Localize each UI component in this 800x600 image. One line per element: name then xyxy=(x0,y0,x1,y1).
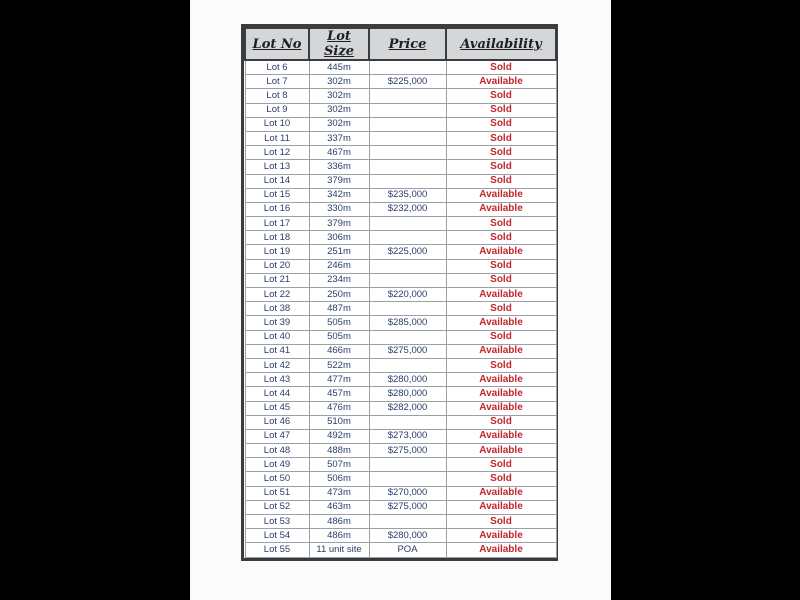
cell-lot-no: Lot 13 xyxy=(245,160,309,174)
cell-lot-no: Lot 40 xyxy=(245,330,309,344)
cell-price: $280,000 xyxy=(369,373,446,387)
table-row xyxy=(245,60,556,75)
cell-availability: Sold xyxy=(446,358,556,372)
table-row xyxy=(245,415,556,429)
cell-price xyxy=(369,117,446,131)
header-lot-no: Lot No xyxy=(245,28,309,60)
table-header-row xyxy=(245,28,556,60)
cell-lot-size: 505m xyxy=(309,316,369,330)
header-price: Price xyxy=(369,28,446,60)
cell-lot-no: Lot 22 xyxy=(245,288,309,302)
cell-price xyxy=(369,515,446,529)
lot-table-frame xyxy=(241,24,558,561)
cell-lot-no: Lot 44 xyxy=(245,387,309,401)
cell-availability: Sold xyxy=(446,146,556,160)
cell-price: $282,000 xyxy=(369,401,446,415)
table-row xyxy=(245,500,556,514)
cell-lot-no: Lot 10 xyxy=(245,117,309,131)
table-row xyxy=(245,103,556,117)
table-row xyxy=(245,515,556,529)
table-row xyxy=(245,188,556,202)
lot-pricing-table xyxy=(244,27,557,558)
cell-price xyxy=(369,89,446,103)
cell-availability: Sold xyxy=(446,231,556,245)
cell-availability: Sold xyxy=(446,458,556,472)
cell-availability: Available xyxy=(446,529,556,543)
cell-price: $273,000 xyxy=(369,429,446,443)
cell-lot-size: 476m xyxy=(309,401,369,415)
cell-lot-size: 507m xyxy=(309,458,369,472)
cell-lot-size: 506m xyxy=(309,472,369,486)
table-row xyxy=(245,302,556,316)
cell-price: $275,000 xyxy=(369,500,446,514)
table-row xyxy=(245,131,556,145)
table-row xyxy=(245,75,556,89)
cell-lot-size: 330m xyxy=(309,202,369,216)
table-row xyxy=(245,273,556,287)
cell-lot-no: Lot 45 xyxy=(245,401,309,415)
cell-lot-size: 467m xyxy=(309,146,369,160)
cell-lot-size: 302m xyxy=(309,103,369,117)
cell-lot-size: 302m xyxy=(309,75,369,89)
table-row xyxy=(245,217,556,231)
cell-lot-no: Lot 51 xyxy=(245,486,309,500)
cell-lot-no: Lot 52 xyxy=(245,500,309,514)
cell-lot-size: 302m xyxy=(309,89,369,103)
cell-price: $275,000 xyxy=(369,344,446,358)
cell-price: $220,000 xyxy=(369,288,446,302)
cell-lot-no: Lot 7 xyxy=(245,75,309,89)
cell-price: $232,000 xyxy=(369,202,446,216)
cell-availability: Available xyxy=(446,245,556,259)
cell-lot-size: 250m xyxy=(309,288,369,302)
cell-lot-size: 486m xyxy=(309,515,369,529)
table-row xyxy=(245,316,556,330)
cell-price: $270,000 xyxy=(369,486,446,500)
cell-lot-no: Lot 41 xyxy=(245,344,309,358)
cell-price xyxy=(369,302,446,316)
cell-price: $280,000 xyxy=(369,529,446,543)
cell-availability: Sold xyxy=(446,515,556,529)
cell-lot-size: 251m xyxy=(309,245,369,259)
cell-lot-size: 302m xyxy=(309,117,369,131)
cell-lot-no: Lot 49 xyxy=(245,458,309,472)
cell-lot-no: Lot 12 xyxy=(245,146,309,160)
cell-price: $285,000 xyxy=(369,316,446,330)
cell-availability: Available xyxy=(446,188,556,202)
cell-lot-no: Lot 17 xyxy=(245,217,309,231)
cell-lot-size: 522m xyxy=(309,358,369,372)
cell-lot-no: Lot 9 xyxy=(245,103,309,117)
cell-price xyxy=(369,160,446,174)
cell-availability: Sold xyxy=(446,415,556,429)
cell-lot-no: Lot 54 xyxy=(245,529,309,543)
table-row xyxy=(245,543,556,557)
cell-price: POA xyxy=(369,543,446,557)
cell-availability: Sold xyxy=(446,302,556,316)
cell-lot-no: Lot 50 xyxy=(245,472,309,486)
cell-lot-size: 505m xyxy=(309,330,369,344)
cell-lot-no: Lot 20 xyxy=(245,259,309,273)
cell-lot-no: Lot 8 xyxy=(245,89,309,103)
cell-price xyxy=(369,60,446,75)
cell-price xyxy=(369,330,446,344)
cell-availability: Available xyxy=(446,202,556,216)
cell-lot-size: 337m xyxy=(309,131,369,145)
table-row xyxy=(245,259,556,273)
cell-price xyxy=(369,358,446,372)
cell-availability: Sold xyxy=(446,472,556,486)
table-row xyxy=(245,458,556,472)
cell-availability: Available xyxy=(446,75,556,89)
cell-lot-no: Lot 42 xyxy=(245,358,309,372)
cell-availability: Sold xyxy=(446,160,556,174)
cell-price: $275,000 xyxy=(369,444,446,458)
table-row xyxy=(245,288,556,302)
table-row xyxy=(245,330,556,344)
cell-availability: Sold xyxy=(446,103,556,117)
cell-lot-size: 477m xyxy=(309,373,369,387)
cell-availability: Available xyxy=(446,444,556,458)
cell-price xyxy=(369,174,446,188)
cell-price xyxy=(369,103,446,117)
cell-availability: Sold xyxy=(446,330,556,344)
cell-availability: Available xyxy=(446,429,556,443)
table-row xyxy=(245,117,556,131)
cell-price xyxy=(369,458,446,472)
table-row xyxy=(245,231,556,245)
cell-price xyxy=(369,259,446,273)
cell-price: $225,000 xyxy=(369,245,446,259)
cell-lot-size: 234m xyxy=(309,273,369,287)
cell-lot-size: 487m xyxy=(309,302,369,316)
cell-price xyxy=(369,131,446,145)
cell-lot-no: Lot 15 xyxy=(245,188,309,202)
table-row xyxy=(245,529,556,543)
cell-lot-no: Lot 39 xyxy=(245,316,309,330)
cell-lot-size: 11 unit site xyxy=(309,543,369,557)
cell-lot-no: Lot 43 xyxy=(245,373,309,387)
cell-price xyxy=(369,146,446,160)
header-lot-size: Lot Size xyxy=(309,28,369,60)
cell-lot-size: 463m xyxy=(309,500,369,514)
table-row xyxy=(245,429,556,443)
cell-lot-size: 379m xyxy=(309,174,369,188)
cell-availability: Sold xyxy=(446,60,556,75)
table-row xyxy=(245,373,556,387)
table-row xyxy=(245,174,556,188)
table-row xyxy=(245,202,556,216)
cell-availability: Available xyxy=(446,288,556,302)
cell-price xyxy=(369,472,446,486)
cell-lot-no: Lot 11 xyxy=(245,131,309,145)
cell-lot-size: 486m xyxy=(309,529,369,543)
cell-price: $280,000 xyxy=(369,387,446,401)
cell-availability: Available xyxy=(446,486,556,500)
cell-price xyxy=(369,217,446,231)
cell-availability: Available xyxy=(446,543,556,557)
cell-lot-no: Lot 14 xyxy=(245,174,309,188)
document-page xyxy=(190,0,611,600)
cell-lot-size: 510m xyxy=(309,415,369,429)
cell-lot-no: Lot 16 xyxy=(245,202,309,216)
cell-availability: Sold xyxy=(446,117,556,131)
cell-price xyxy=(369,415,446,429)
table-row xyxy=(245,486,556,500)
cell-lot-size: 457m xyxy=(309,387,369,401)
cell-lot-no: Lot 18 xyxy=(245,231,309,245)
cell-lot-no: Lot 6 xyxy=(245,60,309,75)
cell-availability: Available xyxy=(446,401,556,415)
cell-availability: Available xyxy=(446,387,556,401)
table-body xyxy=(245,60,556,557)
cell-availability: Sold xyxy=(446,217,556,231)
table-row xyxy=(245,344,556,358)
cell-availability: Available xyxy=(446,316,556,330)
cell-lot-size: 445m xyxy=(309,60,369,75)
cell-lot-no: Lot 47 xyxy=(245,429,309,443)
cell-lot-size: 336m xyxy=(309,160,369,174)
cell-availability: Available xyxy=(446,344,556,358)
cell-availability: Sold xyxy=(446,259,556,273)
table-row xyxy=(245,245,556,259)
cell-lot-no: Lot 46 xyxy=(245,415,309,429)
cell-lot-size: 306m xyxy=(309,231,369,245)
table-row xyxy=(245,387,556,401)
table-row xyxy=(245,444,556,458)
cell-lot-size: 466m xyxy=(309,344,369,358)
cell-availability: Sold xyxy=(446,89,556,103)
cell-lot-size: 379m xyxy=(309,217,369,231)
cell-lot-size: 342m xyxy=(309,188,369,202)
cell-price xyxy=(369,273,446,287)
cell-lot-no: Lot 19 xyxy=(245,245,309,259)
header-availability: Availability xyxy=(446,28,556,60)
table-row xyxy=(245,472,556,486)
table-row xyxy=(245,358,556,372)
table-row xyxy=(245,146,556,160)
table-row xyxy=(245,401,556,415)
cell-availability: Available xyxy=(446,373,556,387)
cell-lot-size: 492m xyxy=(309,429,369,443)
cell-availability: Available xyxy=(446,500,556,514)
cell-availability: Sold xyxy=(446,273,556,287)
cell-availability: Sold xyxy=(446,174,556,188)
cell-availability: Sold xyxy=(446,131,556,145)
cell-lot-size: 488m xyxy=(309,444,369,458)
cell-price: $235,000 xyxy=(369,188,446,202)
cell-lot-no: Lot 55 xyxy=(245,543,309,557)
cell-price xyxy=(369,231,446,245)
cell-lot-no: Lot 21 xyxy=(245,273,309,287)
table-row xyxy=(245,89,556,103)
cell-lot-no: Lot 38 xyxy=(245,302,309,316)
cell-price: $225,000 xyxy=(369,75,446,89)
table-row xyxy=(245,160,556,174)
cell-lot-size: 473m xyxy=(309,486,369,500)
cell-lot-no: Lot 48 xyxy=(245,444,309,458)
cell-lot-size: 246m xyxy=(309,259,369,273)
cell-lot-no: Lot 53 xyxy=(245,515,309,529)
